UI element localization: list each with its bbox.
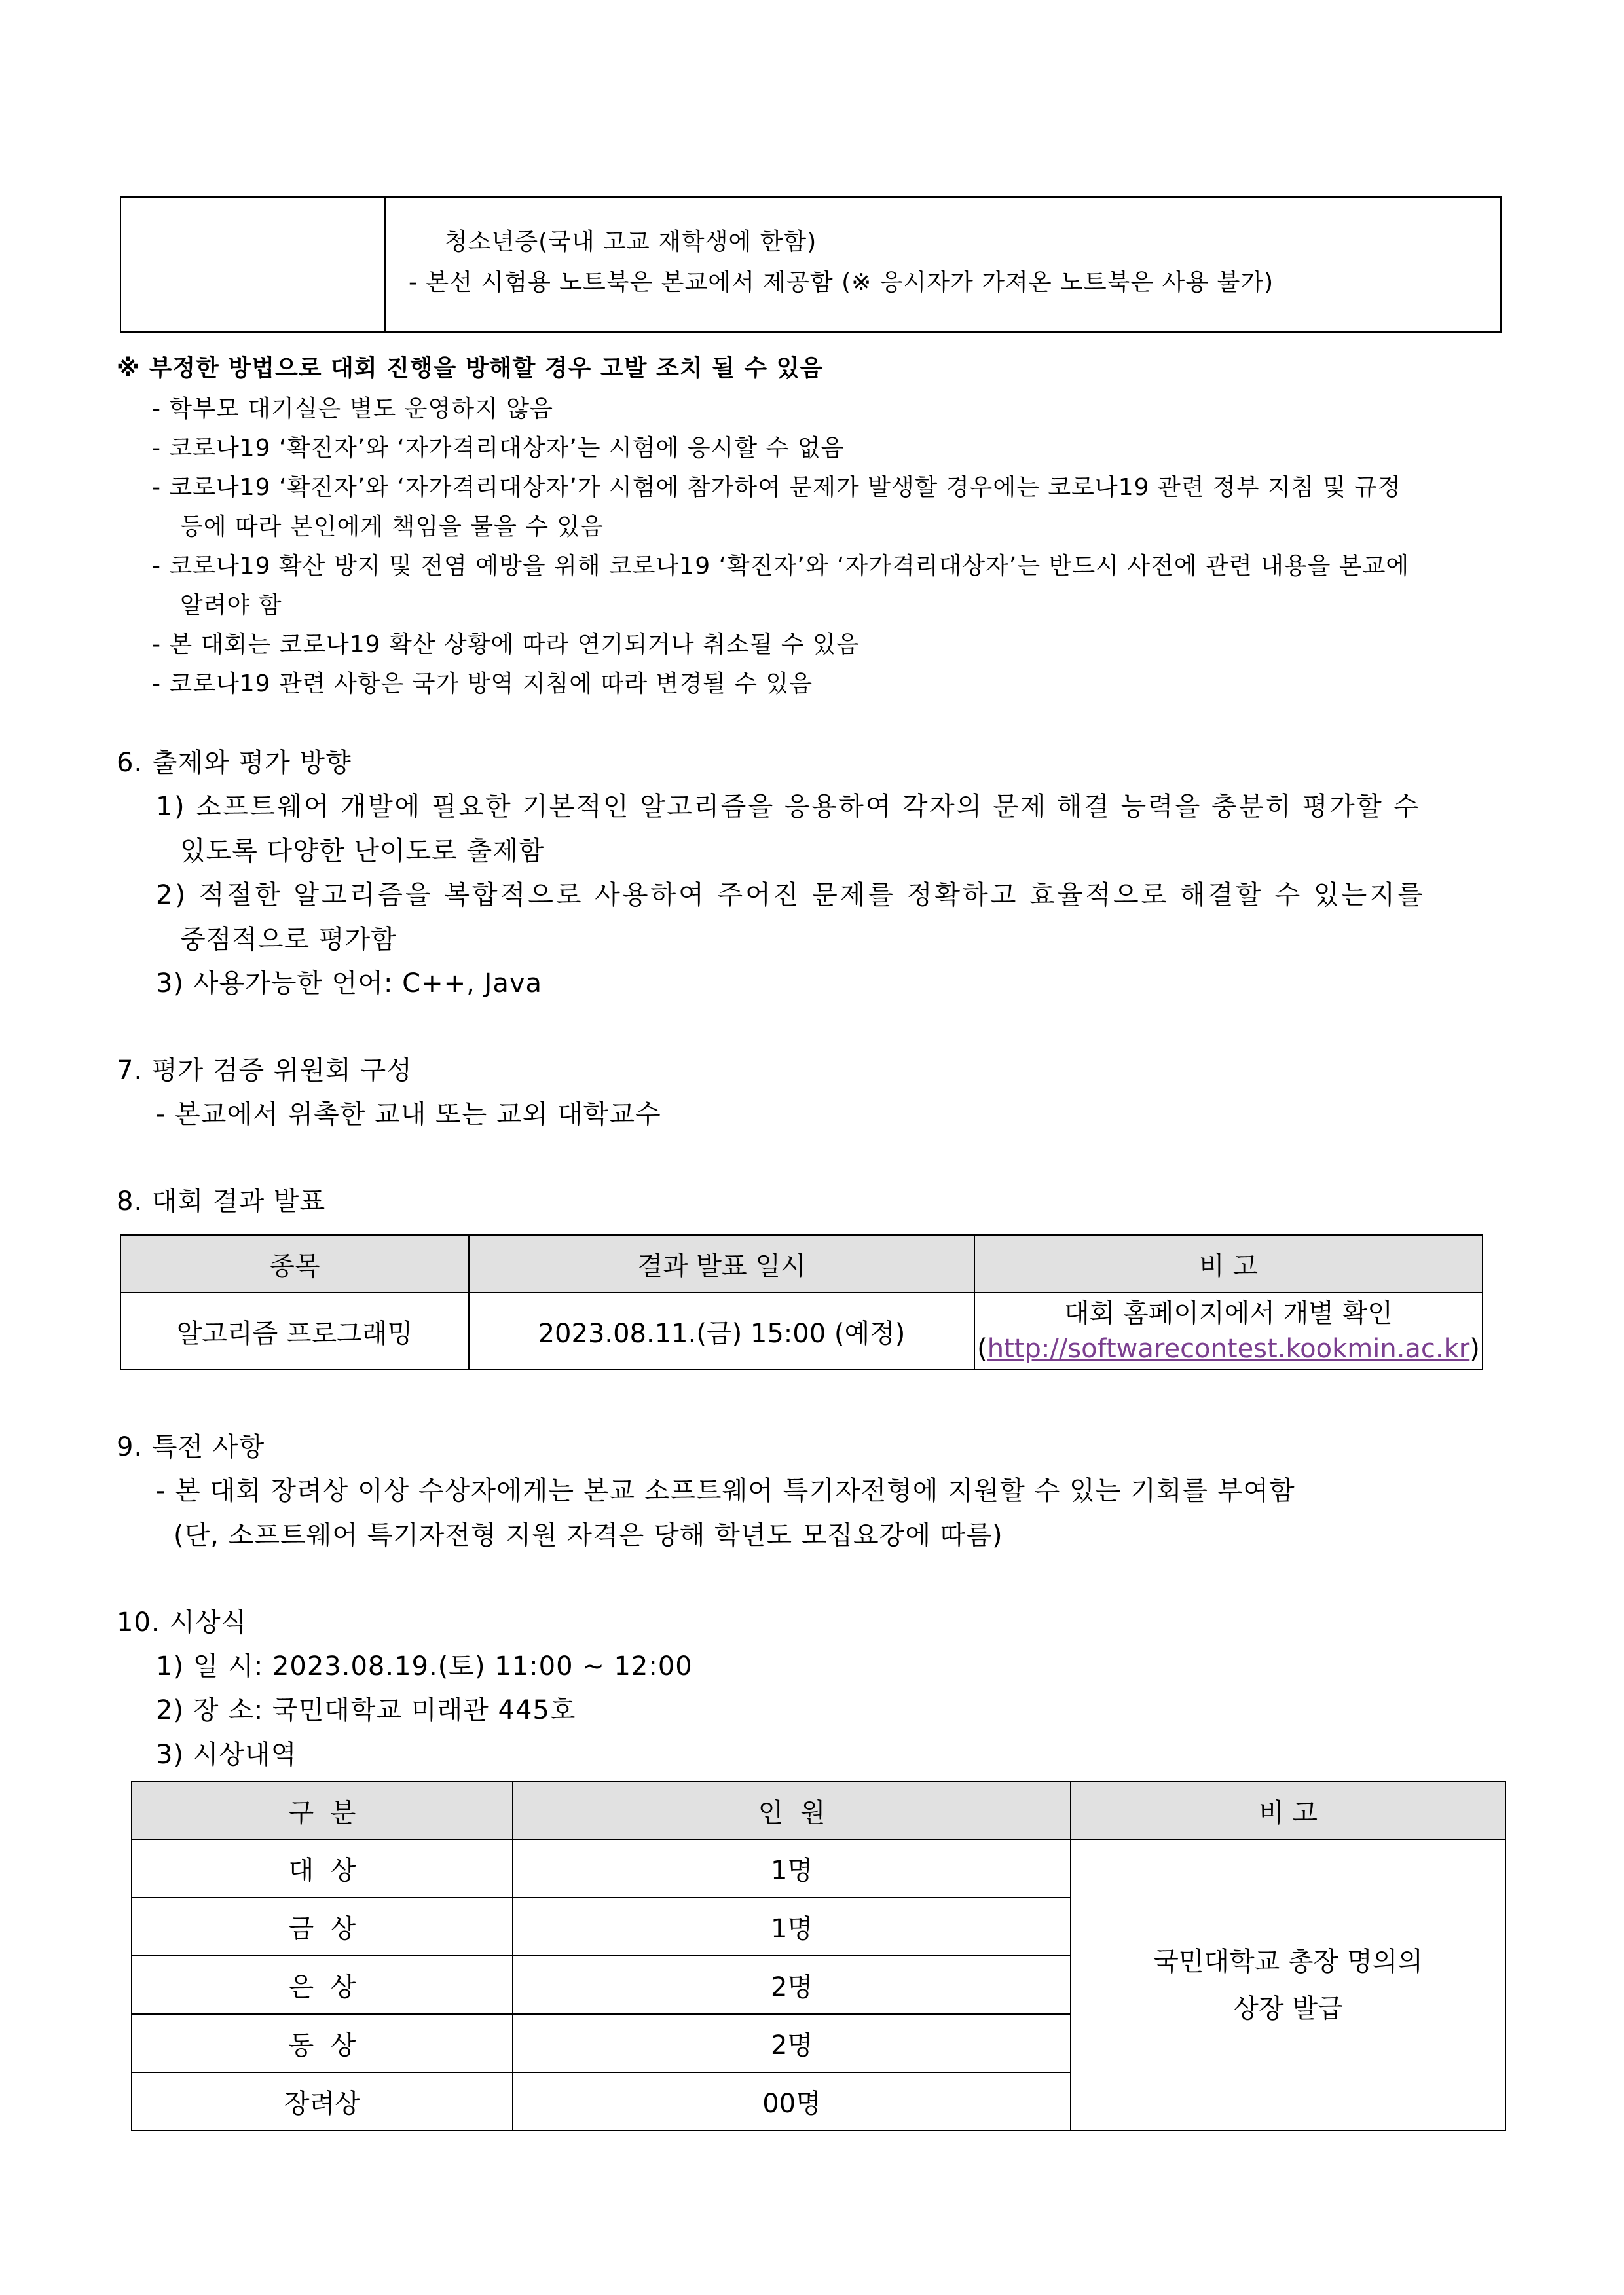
section-6-title: 6. 출제와 평가 방향 [117, 748, 352, 778]
notice-item: - 학부모 대기실은 별도 운영하지 않음 [152, 395, 553, 422]
section-10-item: 1) 일 시: 2023.08.19.(토) 11:00 ~ 12:00 [156, 1651, 693, 1681]
notice-item: 알려야 함 [180, 592, 282, 619]
eligibility-content-cell [385, 197, 1501, 332]
notice-item: - 코로나19 확산 방지 및 전염 예방을 위해 코로나19 ‘확진자’와 ‘자가격리대상자’는 반드시 사전에 관련 내용을 본교에 [152, 553, 1410, 579]
section-8-title: 8. 대회 결과 발표 [117, 1186, 326, 1217]
notice-item: - 코로나19 관련 사항은 국가 방역 지침에 따라 변경될 수 있음 [152, 670, 813, 697]
award-name: 금 상 [132, 1898, 513, 1956]
section-10-title: 10. 시상식 [117, 1607, 248, 1638]
results-header-event: 종목 [120, 1235, 469, 1293]
results-note-link-line [975, 1331, 1482, 1367]
eligibility-label-cell [120, 197, 385, 332]
awards-note-line: 국민대학교 총장 명의의 [1153, 1946, 1423, 1977]
section-7-title: 7. 평가 검증 위원회 구성 [117, 1056, 413, 1086]
notice-item: - 코로나19 ‘확진자’와 ‘자가격리대상자’가 시험에 참가하여 문제가 발생할 경우에는 코로나19 관련 정부 지침 및 규정 [152, 474, 1401, 501]
awards-header-count: 인 원 [513, 1782, 1071, 1839]
section-10-item: 2) 장 소: 국민대학교 미래관 445호 [156, 1695, 576, 1725]
section-9-title: 9. 특전 사항 [117, 1432, 265, 1462]
award-count: 00명 [513, 2072, 1071, 2131]
award-name: 은 상 [132, 1956, 513, 2014]
section-9-item: - 본 대회 장려상 이상 수상자에게는 본교 소프트웨어 특기자전형에 지원할 수 있는 기회를 부여함 [156, 1476, 1295, 1506]
awards-note [1071, 1839, 1505, 2131]
section-10-item: 3) 시상내역 [156, 1740, 297, 1770]
award-count: 1명 [513, 1839, 1071, 1898]
award-count: 2명 [513, 2014, 1071, 2072]
awards-note-line: 상장 발급 [1233, 1993, 1343, 2024]
award-name: 대 상 [132, 1839, 513, 1898]
section-6-item: 있도록 다양한 난이도로 출제함 [180, 836, 545, 866]
results-datetime: 2023.08.11.(금) 15:00 (예정) [469, 1293, 974, 1370]
award-name: 장려상 [132, 2072, 513, 2131]
paren-open: ( [977, 1334, 987, 1364]
eligibility-line-1: 청소년증(국내 고교 재학생에 한함) [445, 229, 817, 255]
section-6-item: 3) 사용가능한 언어: C++, Java [156, 968, 543, 999]
results-header-datetime: 결과 발표 일시 [469, 1235, 974, 1293]
results-note [974, 1293, 1483, 1370]
notice-item: - 코로나19 ‘확진자’와 ‘자가격리대상자’는 시험에 응시할 수 없음 [152, 435, 845, 462]
section-6-item: 2) 적절한 알고리즘을 복합적으로 사용하여 주어진 문제를 정확하고 효율적으로 해결할 수 있는지를 [156, 880, 1426, 910]
section-7-item: - 본교에서 위촉한 교내 또는 교외 대학교수 [156, 1099, 661, 1129]
results-note-line: 대회 홈페이지에서 개별 확인 [1064, 1298, 1393, 1329]
notice-item: 등에 따라 본인에게 책임을 물을 수 있음 [180, 513, 604, 540]
results-event: 알고리즘 프로그래밍 [120, 1293, 469, 1370]
section-6-item: 1) 소프트웨어 개발에 필요한 기본적인 알고리즘을 응용하여 각자의 문제 해결 능력을 충분히 평가할 수 [156, 792, 1420, 822]
notice-item: - 본 대회는 코로나19 확산 상황에 따라 연기되거나 취소될 수 있음 [152, 631, 860, 658]
award-name: 동 상 [132, 2014, 513, 2072]
award-count: 2명 [513, 1956, 1071, 2014]
results-table [120, 1234, 1483, 1370]
section-9-item: (단, 소프트웨어 특기자전형 지원 자격은 당해 학년도 모집요강에 따름) [174, 1520, 1003, 1551]
paren-close: ) [1469, 1334, 1480, 1364]
contest-homepage-link[interactable]: http://softwarecontest.kookmin.ac.kr [987, 1334, 1470, 1364]
award-count: 1명 [513, 1898, 1071, 1956]
eligibility-table [120, 196, 1502, 333]
awards-table [131, 1781, 1506, 2131]
section-6-item: 중점적으로 평가함 [180, 925, 397, 955]
awards-header-category: 구 분 [132, 1782, 513, 1839]
awards-header-note: 비 고 [1071, 1782, 1505, 1839]
results-header-note: 비 고 [974, 1235, 1483, 1293]
eligibility-line-2: - 본선 시험용 노트북은 본교에서 제공함 (※ 응시자가 가져온 노트북은 사용 불가) [409, 269, 1274, 296]
notice-title: ※ 부정한 방법으로 대회 진행을 방해할 경우 고발 조치 될 수 있음 [117, 355, 824, 382]
